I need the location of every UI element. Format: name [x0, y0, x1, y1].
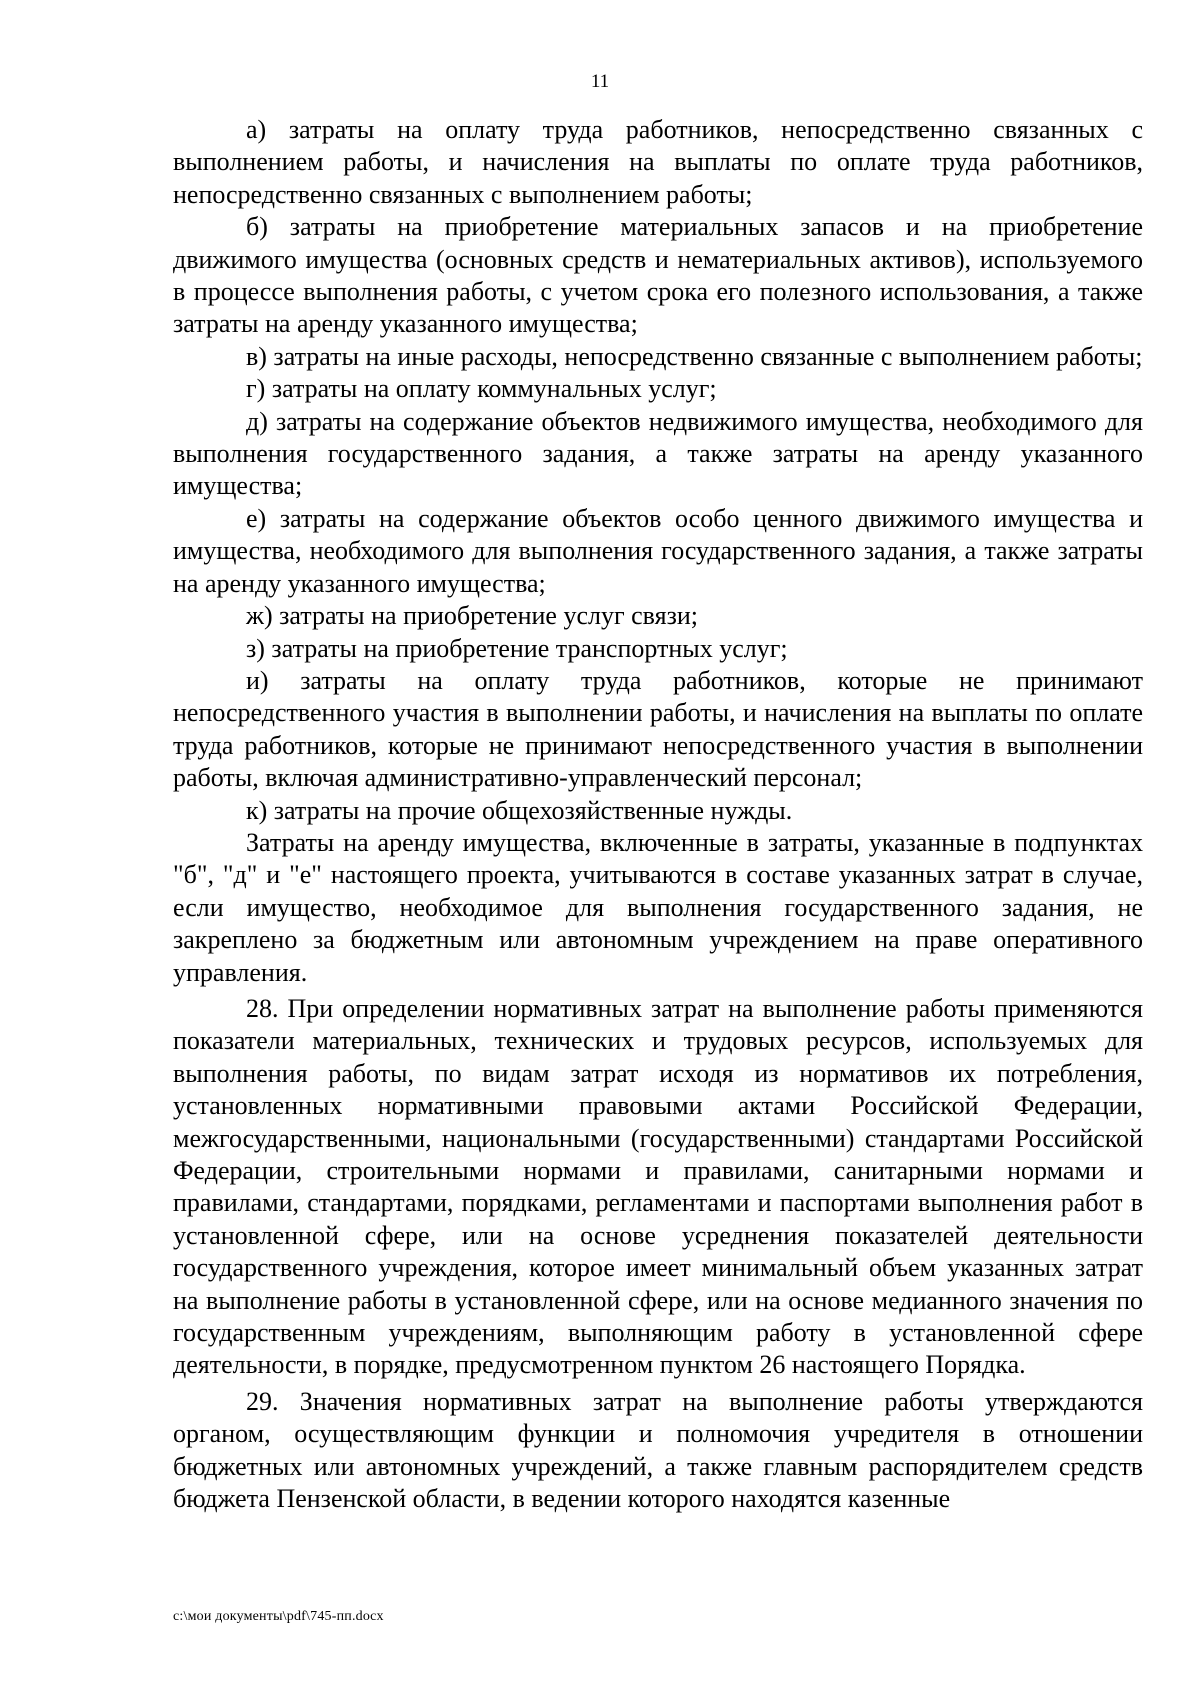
- paragraph-subitem-b: б) затраты на приобретение материальных запасов и на приобретение движимого имущества (основных средств и нематериальных активов), используемого в процессе выполнения работы, с учетом срока его полезного использования, а также затраты на аренду указанного имущества;: [173, 212, 1143, 339]
- paragraph-subitem-i: и) затраты на оплату труда работников, которые не принимают непосредственного участия в выполнении работы, и начисления на выплаты по оплате труда работников, которые не принимают непосредственного участия в выполнении работы, включая административно-управленческий персонал;: [173, 665, 1143, 793]
- paragraph-item-28: 28. При определении нормативных затрат на выполнение работы применяются показатели материальных, технических и трудовых ресурсов, используемых для выполнения работы, по видам затрат исходя из нормативов их потребления, установленных нормативными правовыми актами Российской Федерации, межгосударственными, национальными (государственными) стандартами Российской Федерации, строительными нормами и правилами, санитарными нормами и правилами, стандартами, порядками, регламентами и паспортами выполнения работ в установленной сфере, или на основе усреднения показателей деятельности государственного учреждения, которое имеет минимальный объем указанных затрат на выполнение работы в установленной сфере, или на основе медианного значения по государственным учреждениям, выполняющим работу в установленной сфере деятельности, в порядке, предусмотренном пунктом 26 настоящего Порядка.: [173, 993, 1143, 1380]
- paragraph-subitem-d: д) затраты на содержание объектов недвижимого имущества, необходимого для выполнения государственного задания, а также затраты на аренду указанного имущества;: [173, 406, 1143, 501]
- paragraph-item-29: 29. Значения нормативных затрат на выполнение работы утверждаются органом, осуществляющим функции и полномочия учредителя в отношении бюджетных или автономных учреждений, а также главным распорядителем средств бюджета Пензенской области, в ведении которого находятся казенные: [173, 1386, 1143, 1514]
- file-path-footer: c:\мои документы\pdf\745-пп.docx: [173, 1609, 384, 1624]
- document-body: [173, 114, 1143, 1515]
- paragraph-subitem-e: е) затраты на содержание объектов особо ценного движимого имущества и имущества, необходимого для выполнения государственного задания, а также затраты на аренду указанного имущества;: [173, 503, 1143, 598]
- paragraph-subitem-a: а) затраты на оплату труда работников, непосредственно связанных с выполнением работы, и начисления на выплаты по оплате труда работников, непосредственно связанных с выполнением работы;: [173, 115, 1143, 209]
- page-number: 11: [590, 71, 610, 92]
- paragraph-subitem-z: з) затраты на приобретение транспортных услуг;: [246, 633, 788, 663]
- paragraph-subitem-v: в) затраты на иные расходы, непосредственно связанные с выполнением работы;: [246, 341, 1143, 371]
- paragraph-subitem-g: г) затраты на оплату коммунальных услуг;: [246, 374, 717, 404]
- paragraph-subitem-zh: ж) затраты на приобретение услуг связи;: [246, 601, 698, 631]
- paragraph-rent-costs: Затраты на аренду имущества, включенные в затраты, указанные в подпунктах "б", "д" и "е" настоящего проекта, учитываются в составе указанных затрат в случае, если имущество, необходимое для выполнения государственного задания, не закреплено за бюджетным или автономным учреждением на праве оперативного управления.: [173, 827, 1143, 987]
- paragraph-subitem-k: к) затраты на прочие общехозяйственные нужды.: [246, 795, 793, 825]
